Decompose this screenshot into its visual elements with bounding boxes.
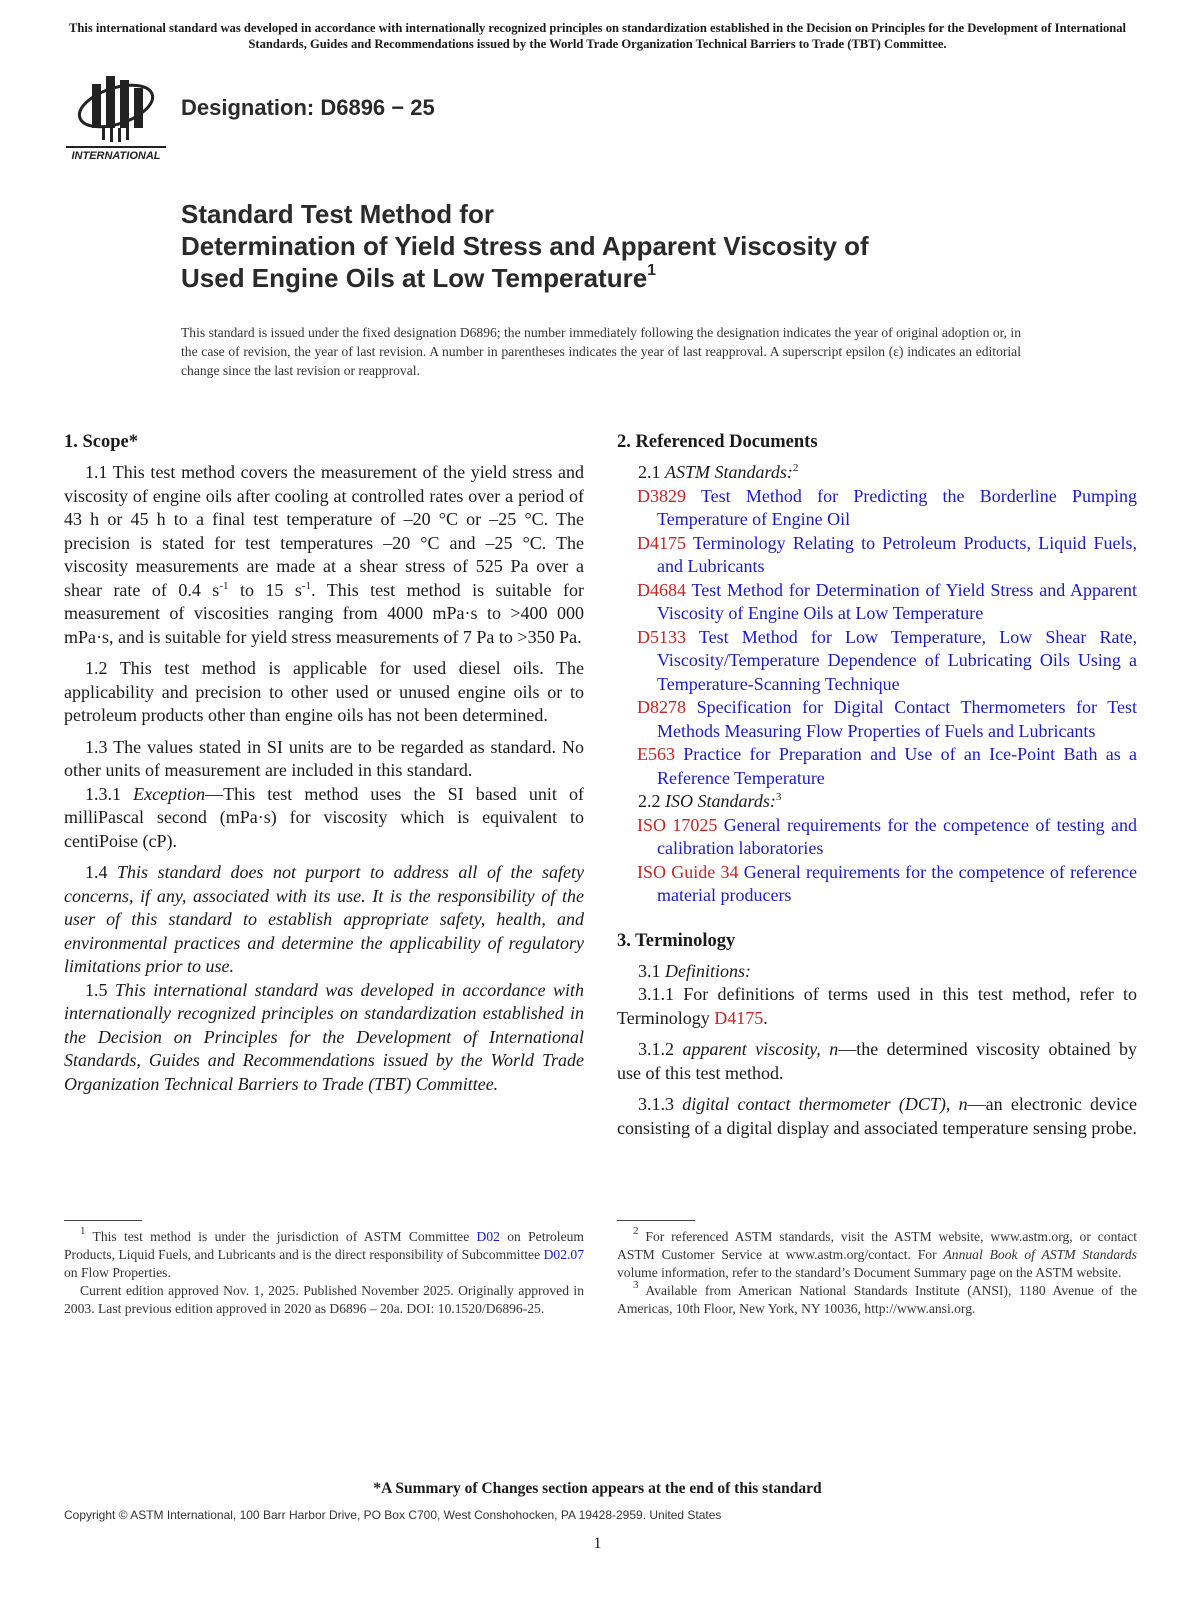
document-title — [181, 198, 1081, 294]
footnote-rule-right — [617, 1220, 695, 1221]
reference-item[interactable] — [617, 814, 1137, 861]
punctuation: . — [763, 1007, 768, 1028]
para-1-5-text: This international standard was developed in accordance with internationally recognized principles on standardization established in the Decision on Principles for the Development of International Standards, Guides and Recommendations issued by the World Trade Organization Technical Barriers to Trade (TBT) Committee. — [64, 979, 584, 1094]
para-number: 2.1 — [638, 462, 665, 482]
footnote-text: For referenced ASTM standards, visit the ASTM website, www.astm.org, or contact ASTM Customer Service at www.astm.org/contact. For — [617, 1229, 1137, 1262]
title-footnote-mark[interactable]: 1 — [647, 262, 657, 279]
reference-title-link[interactable]: Test Method for Low Temperature, Low Shear Rate, Viscosity/Temperature Dependence of Lubricating Oils Using a Temperature-Scanning Technique — [657, 626, 1137, 694]
terminology-heading: 3. Terminology — [617, 930, 736, 951]
scope-heading: 1. Scope* — [64, 432, 138, 452]
term-apparent-viscosity: apparent viscosity, n — [682, 1039, 839, 1059]
astm-logo-icon — [64, 70, 168, 162]
para-number: 1.3.1 — [85, 783, 134, 804]
para-3-1-2-text: —the determined viscosity obtained by use of this test method. — [617, 1039, 1138, 1083]
para-1-2: 1.2 This test method is applicable for used diesel oils. The applicability and precision to other used or unused engine oils or to petroleum products other than engine oils has not been determined. — [64, 658, 584, 725]
footnote-text: volume information, refer to the standard’s Document Summary page on the ASTM website. — [617, 1265, 1122, 1280]
para-1-3-1-text: —This test method uses the SI based unit of milliPascal second (mPa·s) for viscosity which is equivalent to centiPoise (cP). — [64, 783, 585, 851]
reference-code[interactable]: E563 — [637, 744, 675, 764]
reference-title-link[interactable]: Practice for Preparation and Use of an Ice-Point Bath as a Reference Temperature — [657, 744, 1137, 788]
iso-standards-label: ISO Standards: — [665, 791, 776, 811]
reference-item[interactable] — [617, 579, 1137, 626]
para-1-4 — [64, 861, 584, 979]
iso-reference-list — [617, 814, 1137, 908]
reference-item[interactable] — [617, 743, 1137, 790]
reference-code[interactable]: D4684 — [637, 579, 686, 600]
left-column — [64, 431, 584, 1104]
para-3-1-1-text: 3.1.1 For definitions of terms used in this test method, refer to Terminology — [617, 984, 1137, 1028]
page-number: 1 — [593, 1535, 602, 1552]
copyright: Copyright © ASTM International, 100 Barr Harbor Drive, PO Box C700, West Conshohocken, PA 19428-2959. United States — [64, 1508, 722, 1522]
right-column — [617, 431, 1137, 1148]
footnote-mark: 1 — [80, 1225, 86, 1237]
reference-code[interactable]: ISO Guide 34 — [637, 861, 739, 882]
wto-notice: This international standard was developed in accordance with internationally recognized principles on standardization established in the Decision on Principles for the Development of International Standards, Guides and Recommendations issued by the World Trade Organization Technical Barriers to Trade (TBT) Committee. — [68, 21, 1127, 51]
reference-title-link[interactable]: General requirements for the competence of reference material producers — [657, 861, 1138, 905]
designation: Designation: D6896 − 25 — [181, 95, 435, 120]
para-1-4-text: This standard does not purport to address all of the safety concerns, if any, associated with its use. It is the responsibility of the user of this standard to establish appropriate safety, health, and environmental practices and determine the applicability of regulatory limitations prior to use. — [64, 862, 584, 976]
definitions-subhead — [617, 960, 1137, 984]
issuance-note: This standard is issued under the fixed designation D6896; the number immediately following the designation indicates the year of original adoption or, in the case of revision, the year of last revision. A number in parentheses indicates the year of last reapproval. A superscript epsilon (ε) indicates an editorial change since the last revision or reapproval. — [181, 325, 1021, 378]
para-3-1-3 — [617, 1093, 1137, 1140]
title-line-2: Determination of Yield Stress and Apparent Viscosity of — [181, 231, 869, 261]
astm-standards-subhead — [617, 461, 1137, 485]
reference-code[interactable]: D3829 — [637, 485, 686, 506]
astm-reference-list — [617, 485, 1137, 791]
exception-label: Exception — [133, 783, 206, 804]
subcommittee-link[interactable]: D02.07 — [543, 1247, 584, 1262]
annual-book-title: Annual Book of ASTM Standards — [943, 1247, 1137, 1262]
title-line-3 — [181, 262, 1081, 294]
exponent: -1 — [301, 579, 312, 592]
para-1-3: 1.3 The values stated in SI units are to be regarded as standard. No other units of measurement are included in this standard. — [64, 736, 584, 780]
astm-standards-label: ASTM Standards: — [665, 462, 793, 482]
para-number: 3.1.2 — [638, 1039, 683, 1059]
footnote-mark[interactable]: 2 — [792, 462, 799, 474]
para-number: 3.1.3 — [638, 1094, 683, 1114]
reference-item[interactable] — [617, 696, 1137, 743]
para-1-1 — [64, 461, 584, 649]
reference-item[interactable] — [617, 485, 1137, 532]
terminology-link[interactable]: D4175 — [714, 1007, 764, 1028]
logo-text: INTERNATIONAL — [71, 150, 161, 162]
footnotes-2-3 — [617, 1225, 1137, 1318]
footnote-1-para-1 — [64, 1225, 584, 1282]
para-1-1-text-b: to 15 s — [228, 579, 302, 600]
title-line-3-text: Used Engine Oils at Low Temperature — [181, 263, 648, 293]
para-number: 1.4 — [85, 862, 118, 882]
footnote-1-para-2: Current edition approved Nov. 1, 2025. Published November 2025. Originally approved in 2003. Last previous edition approved in 2020 as D6896 – 20a. DOI: 10.1520/D6896-25. — [64, 1283, 584, 1316]
reference-title-link[interactable]: General requirements for the competence of testing and calibration laboratories — [657, 814, 1137, 858]
footnote-text: on Flow Properties. — [64, 1265, 171, 1280]
footnote-text: Available from American National Standards Institute (ANSI), 1180 Avenue of the Americas, 10th Floor, New York, NY 10036, http://www.ansi.org. — [617, 1283, 1137, 1316]
reference-item[interactable] — [617, 626, 1137, 697]
para-3-1-3-text: —an electronic device consisting of a digital display and associated temperature sensing probe. — [617, 1094, 1137, 1138]
footnote-mark: 2 — [633, 1225, 639, 1237]
para-1-1-text-a: 1.1 This test method covers the measurement of the yield stress and viscosity of engine oils after cooling at controlled rates over a period of 43 h or 45 h to a final test temperature of –20 °C or –25 °C. The precision is stated for test temperatures –20 °C and –25 °C. The viscosity measurements are made at a shear stress of 525 Pa over a shear rate of 0.4 s — [64, 462, 584, 600]
footnote-mark[interactable]: 3 — [775, 791, 782, 803]
reference-code[interactable]: D8278 — [637, 697, 686, 717]
astm-logo — [64, 70, 168, 162]
para-number: 2.2 — [638, 791, 665, 811]
para-number: 3.1 — [638, 960, 665, 981]
footnote-mark: 3 — [633, 1279, 639, 1291]
title-line-1: Standard Test Method for — [181, 199, 494, 229]
reference-title-link[interactable]: Test Method for Determination of Yield Stress and Apparent Viscosity of Engine Oils at Low Temperature — [657, 579, 1137, 623]
reference-title-link[interactable]: Specification for Digital Contact Thermometers for Test Methods Measuring Flow Properties of Fuels and Lubricants — [657, 697, 1137, 741]
para-1-5 — [64, 979, 584, 1097]
para-1-3-1 — [64, 783, 584, 854]
iso-standards-subhead — [617, 790, 1137, 814]
definitions-label: Definitions: — [665, 960, 751, 981]
reference-item[interactable] — [617, 532, 1137, 579]
footnote-1 — [64, 1225, 584, 1318]
para-3-1-2 — [617, 1038, 1137, 1085]
footnote-text: on Petroleum Products, Liquid Fuels, and Lubricants and is the direct responsibility of Subcommittee — [64, 1229, 584, 1262]
footnote-rule-left — [64, 1220, 142, 1221]
referenced-documents-heading: 2. Referenced Documents — [617, 432, 818, 452]
committee-link[interactable]: D02 — [476, 1229, 500, 1244]
reference-title-link[interactable]: Terminology Relating to Petroleum Products, Liquid Fuels, and Lubricants — [657, 532, 1137, 576]
term-dct: digital contact thermometer (DCT), n — [682, 1094, 968, 1114]
para-3-1-1 — [617, 983, 1137, 1030]
exponent: -1 — [219, 579, 229, 592]
footnote-2 — [617, 1225, 1137, 1282]
footnote-text: This test method is under the jurisdiction of ASTM Committee — [85, 1229, 477, 1244]
summary-of-changes-note: *A Summary of Changes section appears at the end of this standard — [373, 1480, 822, 1497]
reference-code[interactable]: D4175 — [637, 532, 686, 553]
footnote-3 — [617, 1279, 1137, 1318]
reference-item[interactable] — [617, 861, 1137, 908]
para-number: 1.5 — [85, 979, 115, 1000]
reference-title-link[interactable]: Test Method for Predicting the Borderline Pumping Temperature of Engine Oil — [657, 485, 1137, 529]
para-1-1-text-c: . This test method is suitable for measurement of viscosities ranging from 4000 mPa·s to >400 000 mPa·s, and is suitable for yield stress measurements of 7 Pa to >350 Pa. — [64, 579, 584, 647]
reference-code[interactable]: ISO 17025 — [637, 814, 718, 835]
reference-code[interactable]: D5133 — [637, 626, 686, 647]
